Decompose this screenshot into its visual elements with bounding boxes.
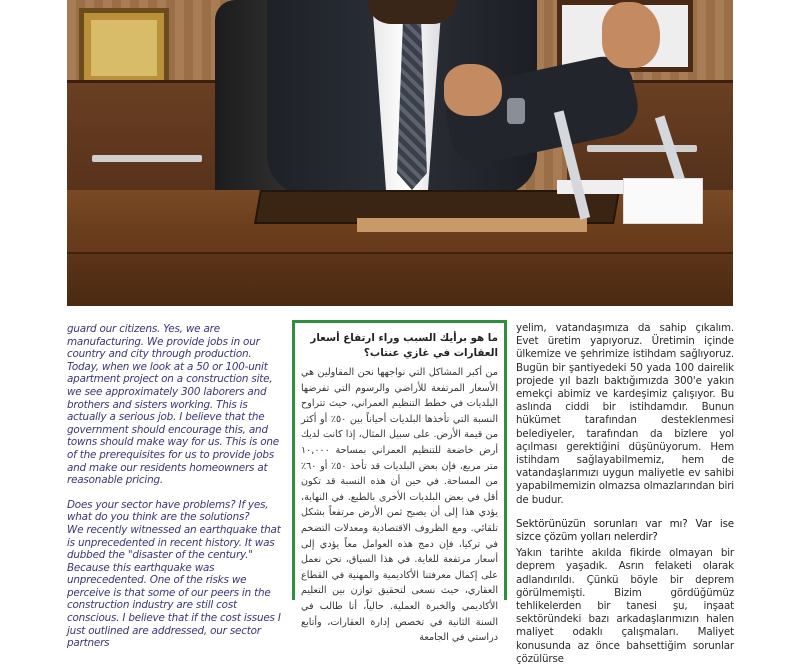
article-photo [67, 0, 733, 306]
cabinet-handle-right [587, 145, 697, 152]
certificate-plaque [91, 20, 157, 76]
english-paragraph-1: guard our citizens. Yes, we are manufacturing. We provide jobs in our country and city through production. Today, when we look at a 50 or 100-unit apartment project on a construction site, we see approximately 300 laborers and brothers and sisters working. This is actually a serious job. I believe that the government should encourage this, and towns should make way for us. This is one of the prerequisites for us to provide jobs and make our residents homeowners at reasonable pricing. [67, 323, 279, 487]
arabic-question: ما هو برأيك السبب وراء ارتفاع أسعار العقارات في غازي عنتاب؟ [310, 332, 498, 359]
column-turkish [516, 322, 734, 665]
turkish-paragraph-2: Yakın tarihte akılda fikirde olmayan bir deprem yaşadık. Asrın felaketi olarak adlandırıldı. Çünkü böyle bir deprem görülmemişti. Bizim gördüğümüz tehlikelerden bir tanesi şu, inşaat sektöründeki bazı arkadaşlarımızın halen maliyet odaklı çalışmaları. Maliyet konusunda az önce bahsettiğim sorunlar çözülürse [516, 547, 734, 665]
desk-front-edge [67, 252, 733, 306]
column-english [67, 323, 282, 650]
desk-card [623, 178, 703, 224]
wristwatch [507, 98, 525, 124]
turkish-paragraph-1: yelim, vatandaşımıza da sahip çıkalım. Evet üretim yapıyoruz. Üretimin içinde ülkemize ve şehrimize istihdam sağlıyoruz. Bugün bir şantiyedeki 50 yada 100 dairelik projede yıl bazlı baktığımızda 300'e yakın emekçi abimiz ve kardeşimiz çalışıyor. Bu aslında ciddi bir istihdamdır. Bunun hükümet tarafından desteklenmesi belediyeler, tarafından da bizlere yol açılması gerektiğini düşünüyorum. Hem istihdam sağlayabilmemiz, hem de vatandaşlarımızı uygun maliyetle ev sahibi yapabilmemizin olmazsa olmazlarından biri de budur. [516, 322, 734, 506]
arabic-body: من أكبر المشاكل التي نواجهها نحن المقاولين هي الأسعار المرتفعة للأراضي والرسوم التي تفرضها البلديات في خطط التنظيم العمراني، حيث تتراوح النسبة التي تأخذها البلديات أحياناً بين ٥٠٪ أو أكثر من قيمة الأرض. على سبيل المثال، إذا كانت لديك أرض خاضعة للتنظيم العمراني بمساحة ١٠,٠٠٠ متر مربع، فإن بعض البلديات قد تأخذ ٥٠٪ أو ٦٠٪ من المساحة. في حين أن هذه النسبة قد تكون أقل في بعض البلديات الأخرى بالطبع. في النهاية، يؤدي هذا إلى أن يصبح ثمن الأرض مرتفعاً بشكل تلقائي. ومع الظروف الاقتصادية ومعدلات التضخم في تركيا، فإن دمج هذه العوامل معاً يؤدي إلى أسعار مرتفعة للغاية. في هذا السياق، نحن نعمل على إكمال معرفتنا الأكاديمية والمهنية في القطاع العقاري، حيث نسعى لتحقيق توازن بين التعليم الأكاديمي والخبرة العملية. حالياً، أنا طالب في السنة الثانية في تخصص إدارة العقارات، وأتابع دراستي في الجامعة [301, 367, 498, 644]
person-hand [444, 64, 502, 116]
column-arabic-box [292, 320, 507, 644]
cabinet-handle [92, 155, 202, 162]
english-question: Does your sector have problems? If yes, what do you think are the solutions? [67, 498, 269, 524]
person-raised-hand [602, 2, 660, 68]
english-paragraph-2: We recently witnessed an earthquake that is unprecedented in recent history. It was dubbed the "disaster of the century." Because this earthquake was unprecedented. One of the risks we perceive is that some of our peers in the construction industry are still cost conscious. I believe that if the cost issues I just outlined are addressed, our sector partners [67, 523, 281, 650]
person-beard [367, 0, 457, 24]
turkish-question: Sektörünüzün sorunları var mı? Var ise sizce çözüm yolları nelerdir? [516, 517, 734, 544]
desk-nameplate [357, 218, 587, 232]
